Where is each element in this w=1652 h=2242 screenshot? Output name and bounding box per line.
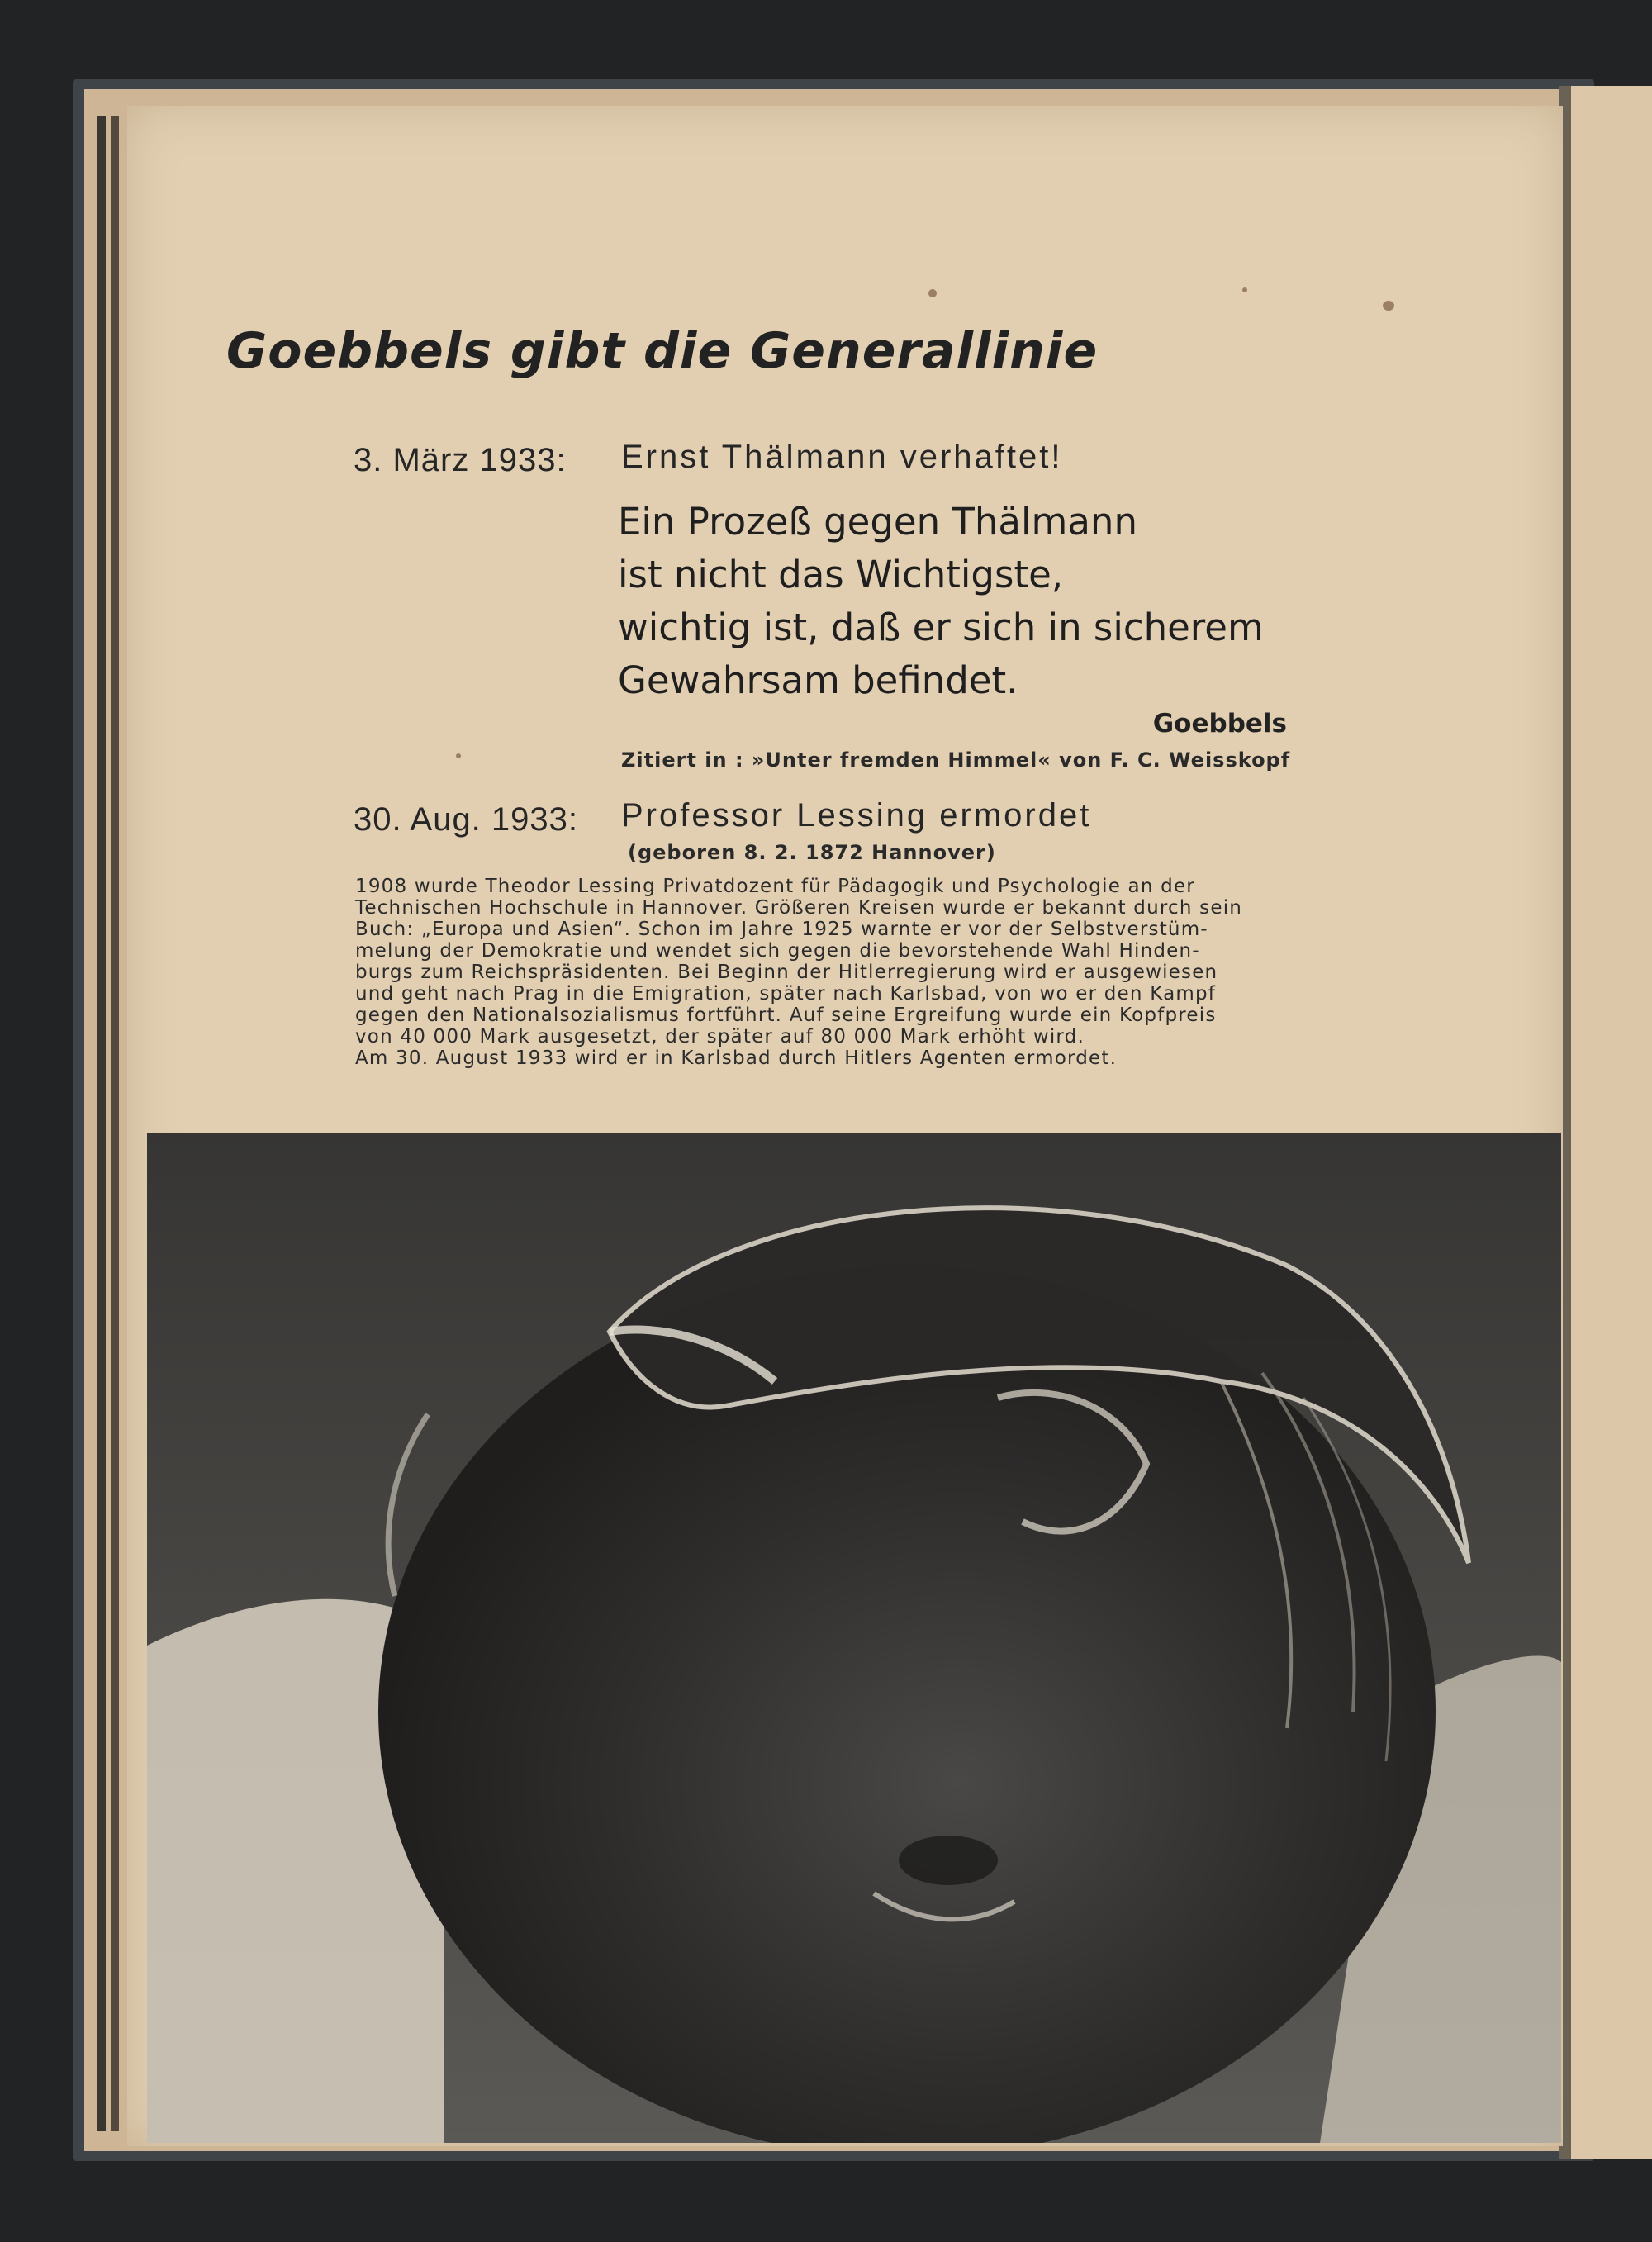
body-line: und geht nach Prag in die Emigration, später nach Karlsbad, von wo er den Kampf (355, 983, 1217, 1005)
page-edge-line (97, 116, 106, 2131)
paper-speck (1383, 301, 1394, 311)
body-line: Am 30. August 1933 wird er in Karlsbad durch Hitlers Agenten ermordet. (355, 1047, 1118, 1069)
body-line: gegen den Nationalsozialismus fortführt. Auf seine Ergreifung wurde ein Kopfpreis (355, 1005, 1217, 1026)
eye-shadow (899, 1836, 998, 1885)
quote-citation: Zitiert in : »Unter fremden Himmel« von F. C. Weisskopf (621, 748, 1291, 772)
page-title: Goebbels gibt die Generallinie (226, 322, 1099, 380)
quote-line: ist nicht das Wichtigste, (618, 553, 1064, 596)
body-line: Buch: „Europa und Asien“. Schon im Jahre 1925 warnte er vor der Selbstverstüm- (355, 919, 1208, 940)
paper-speck (456, 753, 461, 758)
quote-author: Goebbels (1152, 709, 1287, 739)
goebbels-quote (618, 496, 1264, 707)
body-line: 1908 wurde Theodor Lessing Privatdozent für Pädagogik und Psychologie an der (355, 876, 1195, 897)
page-edge-line (111, 116, 119, 2131)
entry-headline: Ernst Thälmann verhaftet! (621, 439, 1063, 475)
lessing-photograph (147, 1133, 1561, 2143)
facing-page-edge (1571, 86, 1652, 2159)
body-line: burgs zum Reichspräsidenten. Bei Beginn der Hitlerregierung wird er ausgewiesen (355, 962, 1218, 983)
birth-note: (geboren 8. 2. 1872 Hannover) (628, 841, 996, 864)
quote-line: Ein Prozeß gegen Thälmann (618, 500, 1137, 544)
photo-illustration (147, 1133, 1561, 2143)
paper-speck (1242, 287, 1247, 292)
entry-date: 30. Aug. 1933: (354, 801, 579, 838)
quote-line: wichtig ist, daß er sich in sicherem (618, 606, 1264, 649)
body-line: melung der Demokratie und wendet sich gegen die bevorstehende Wahl Hinden- (355, 940, 1200, 962)
lessing-biography (355, 876, 1421, 1069)
body-line: Technischen Hochschule in Hannover. Größeren Kreisen wurde er bekannt durch sein (355, 897, 1243, 919)
paper-speck (928, 289, 937, 297)
entry-date: 3. März 1933: (354, 442, 567, 478)
body-line: von 40 000 Mark ausgesetzt, der später auf 80 000 Mark erhöht wird. (355, 1026, 1085, 1047)
entry-headline: Professor Lessing ermordet (621, 797, 1092, 834)
quote-line: Gewahrsam befindet. (618, 658, 1018, 702)
